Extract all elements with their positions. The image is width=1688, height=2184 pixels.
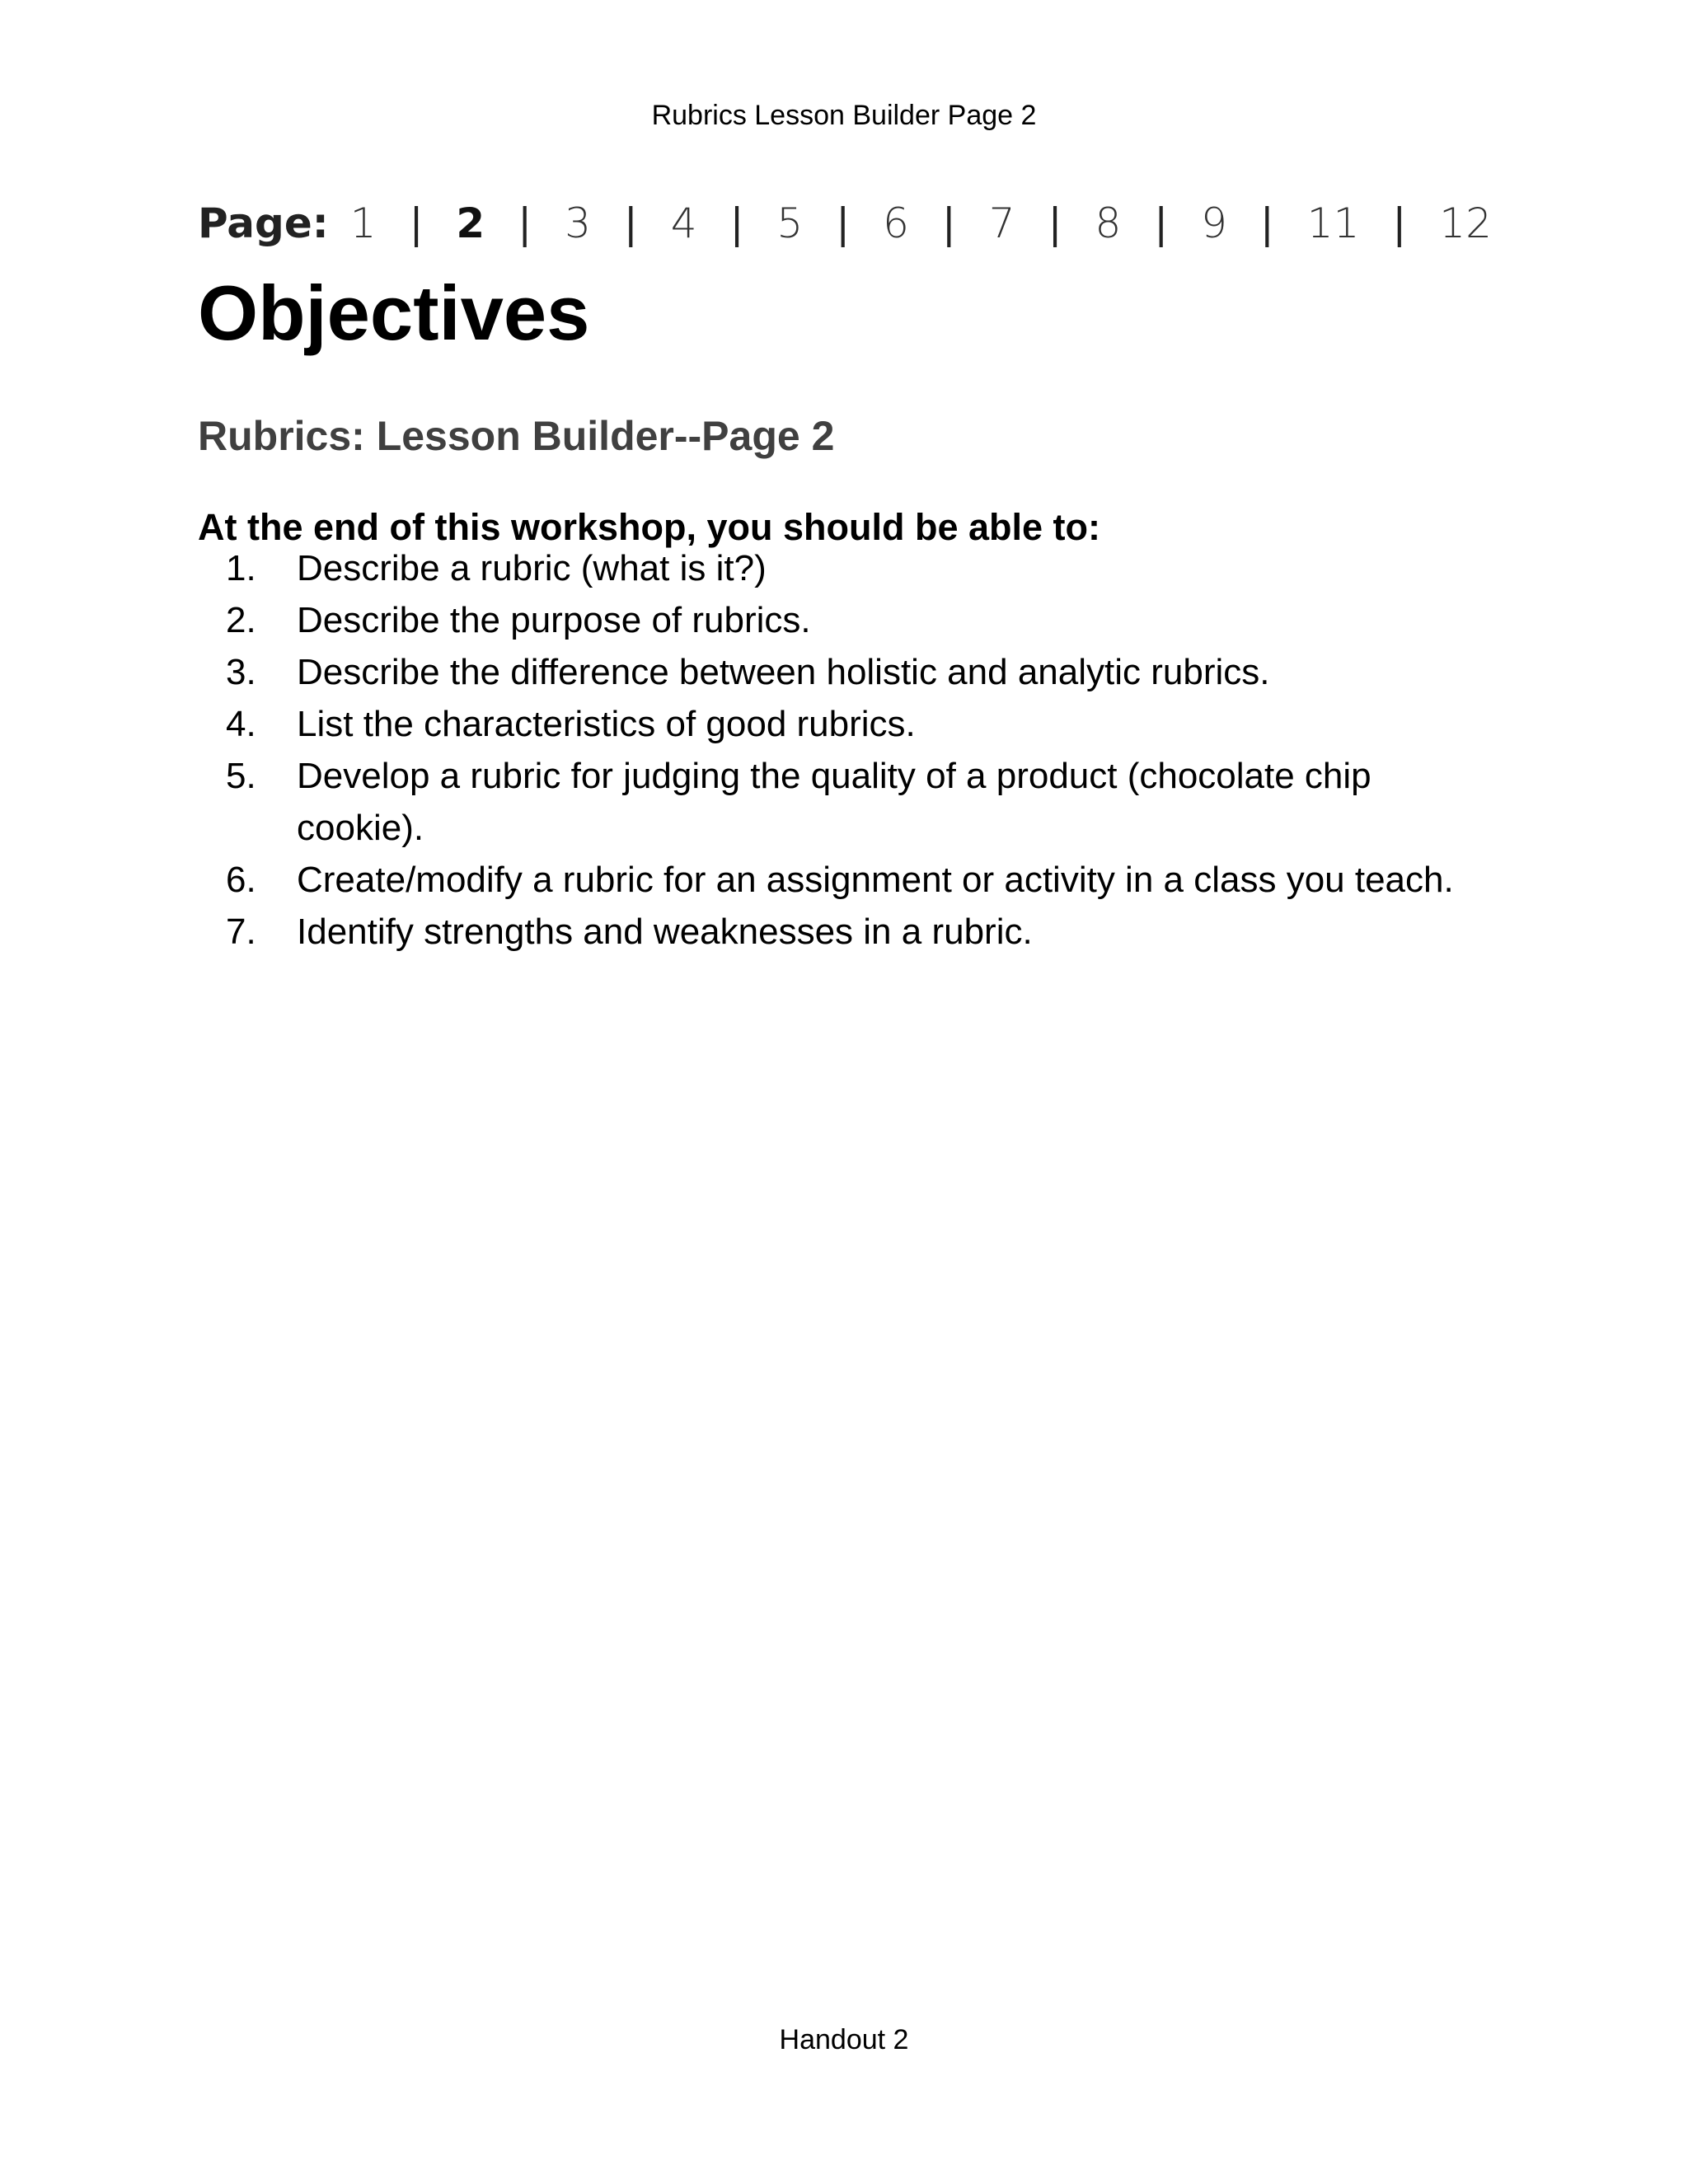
page-nav-separator: | (1154, 199, 1169, 247)
objective-number: 7. (226, 912, 256, 952)
page-subtitle: Rubrics: Lesson Builder--Page 2 (198, 413, 835, 459)
page-link-7[interactable]: 7 (988, 199, 1015, 247)
page-link-12[interactable]: 12 (1439, 199, 1492, 247)
objective-item (198, 854, 1484, 906)
objectives-intro: At the end of this workshop, you should be able to: (198, 506, 1101, 548)
objective-number: 6. (226, 860, 256, 900)
objective-item (198, 906, 1484, 958)
page-link-2[interactable]: 2 (456, 199, 485, 247)
page-nav-separator: | (941, 199, 956, 247)
objective-number: 3. (226, 652, 256, 692)
page-link-4[interactable]: 4 (670, 199, 697, 247)
page-nav-separator: | (729, 199, 744, 247)
objective-number: 4. (226, 704, 256, 744)
objective-text: Describe a rubric (what is it?) (297, 548, 767, 588)
objectives-list (198, 542, 1484, 958)
page-navigation (198, 194, 1492, 252)
objective-number: 5. (226, 756, 256, 796)
page-nav-separator: | (409, 199, 424, 247)
objective-text: Create/modify a rubric for an assignment or activity in a class you teach. (297, 860, 1454, 900)
objective-number: 2. (226, 600, 256, 640)
objective-item (198, 542, 1484, 594)
objective-text: Develop a rubric for judging the quality of a product (chocolate chip cookie). (297, 756, 1372, 848)
objective-number: 1. (226, 548, 256, 588)
objective-item (198, 594, 1484, 646)
page-link-6[interactable]: 6 (883, 199, 909, 247)
objective-text: Identify strengths and weaknesses in a rubric. (297, 912, 1033, 952)
objective-text: Describe the purpose of rubrics. (297, 600, 811, 640)
page-nav-links (350, 194, 1492, 252)
objective-item (198, 646, 1484, 698)
page-footer: Handout 2 (779, 2024, 909, 2055)
page-nav-label: Page: (198, 199, 329, 247)
objective-text: List the characteristics of good rubrics. (297, 704, 916, 744)
page-link-1[interactable]: 1 (349, 199, 377, 247)
objective-item (198, 698, 1484, 750)
page-nav-separator: | (623, 199, 638, 247)
page-nav-separator: | (1048, 199, 1062, 247)
objective-item (198, 750, 1484, 854)
page-nav-separator: | (518, 199, 532, 247)
objective-text: Describe the difference between holistic and analytic rubrics. (297, 652, 1270, 692)
running-header: Rubrics Lesson Builder Page 2 (651, 100, 1037, 131)
page-nav-separator: | (1392, 199, 1407, 247)
page-link-11[interactable]: 11 (1306, 199, 1360, 247)
page-link-8[interactable]: 8 (1095, 199, 1122, 247)
page-nav-separator: | (1259, 199, 1274, 247)
page-link-9[interactable]: 9 (1201, 199, 1227, 247)
page-link-3[interactable]: 3 (565, 199, 591, 247)
page-link-5[interactable]: 5 (776, 199, 804, 247)
page-title: Objectives (198, 269, 590, 356)
page-nav-separator: | (836, 199, 851, 247)
